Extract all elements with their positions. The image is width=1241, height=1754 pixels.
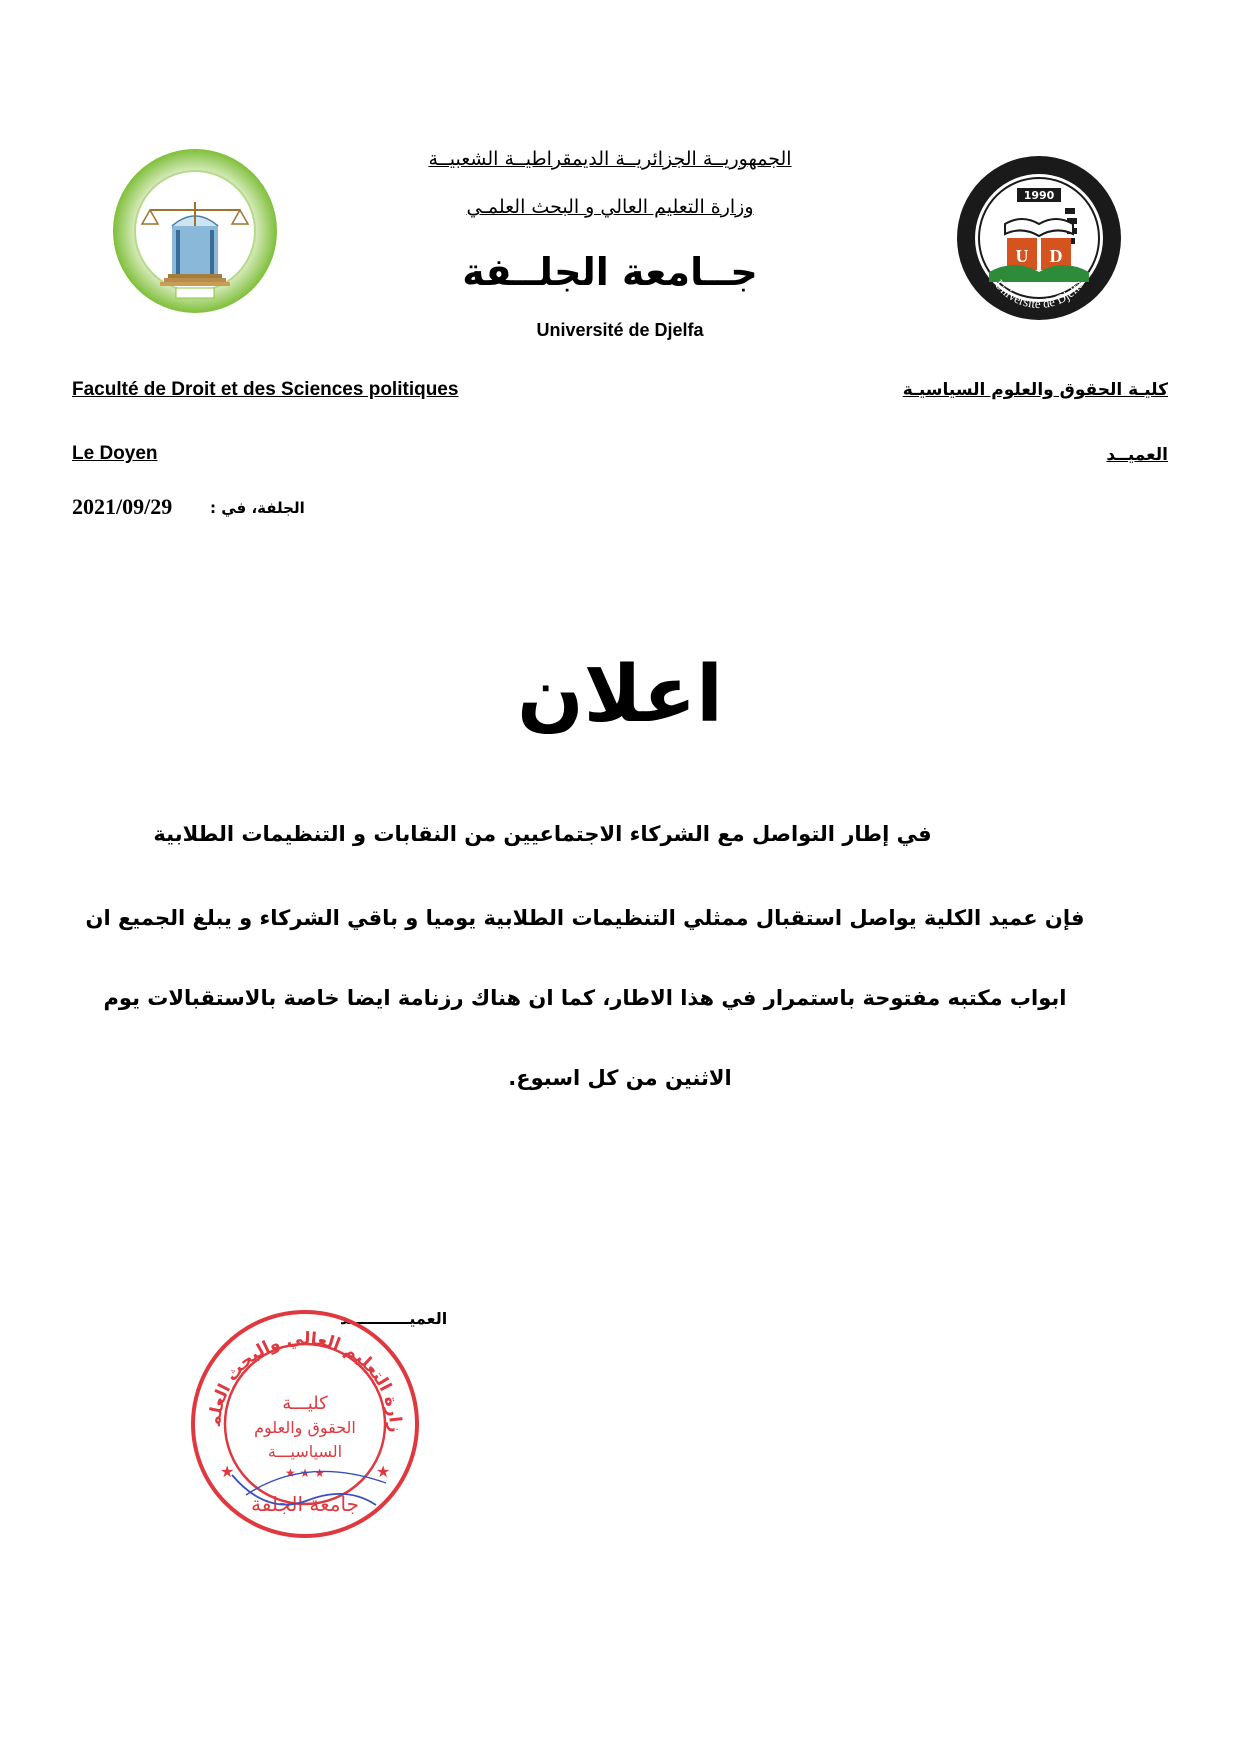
body-line-4: الاثنين من كل اسبوع.: [508, 1066, 732, 1090]
announcement-title: اعلان: [517, 650, 723, 740]
stamp-bottom-text: جامعة الجلفة: [251, 1492, 359, 1516]
university-name-ar: جــامعة الجلــفة: [462, 250, 758, 294]
stamp-ring-text: زارة التعليم العالي والبحث العلم: [204, 1328, 406, 1433]
dean-title-ar: العميــد: [1106, 445, 1168, 465]
svg-text:★ ★ ★: ★ ★ ★: [285, 1466, 325, 1480]
republic-line: الجمهوريــة الجزائريــة الديمقراطيــة الشعبيــة: [428, 148, 792, 170]
logo-letter-u: U: [1015, 246, 1029, 266]
university-logo: [955, 154, 1123, 322]
body-line-2: فإن عميد الكلية يواصل استقبال ممثلي التنظيمات الطلابية يوميا و باقي الشركاء و يبلغ الجميع ان: [85, 906, 1085, 930]
stamp-center-line-1: كليـــة: [282, 1393, 328, 1414]
body-line-3: ابواب مكتبه مفتوحة باستمرار في هذا الاطار، كما ان هناك رزنامة ايضا خاصة بالاستقبالات يوم: [103, 986, 1067, 1010]
logo-university-text: Université de Djelfa: [991, 276, 1087, 312]
body-line-1: في إطار التواصل مع الشركاء الاجتماعيين من النقابات و التنظيمات الطلابية: [153, 822, 932, 846]
official-stamp: [186, 1305, 424, 1543]
date-label: الجلفة، في :: [210, 499, 305, 517]
document-date: 2021/09/29: [72, 494, 173, 519]
stamp-center-line-2: الحقوق والعلوم: [254, 1418, 356, 1437]
university-name-fr: Université de Djelfa: [536, 320, 704, 340]
logo-year: 1990: [1023, 189, 1055, 202]
stamp-center-line-3: السياسيـــة: [267, 1442, 343, 1461]
faculty-name-ar: كليـة الحقوق والعلوم السياسيـة: [902, 380, 1168, 400]
svg-text:★: ★: [220, 1462, 235, 1481]
ministry-line: وزارة التعليم العالي و البحث العلمـي: [466, 196, 754, 218]
faculty-logo: [110, 146, 280, 316]
svg-text:★: ★: [376, 1462, 391, 1481]
faculty-name-fr: Faculté de Droit et des Sciences politiques: [72, 379, 459, 400]
logo-letter-d: D: [1049, 246, 1063, 266]
dean-title-fr: Le Doyen: [72, 443, 158, 464]
signature-label: العميـــــــــــد: [340, 1309, 448, 1328]
